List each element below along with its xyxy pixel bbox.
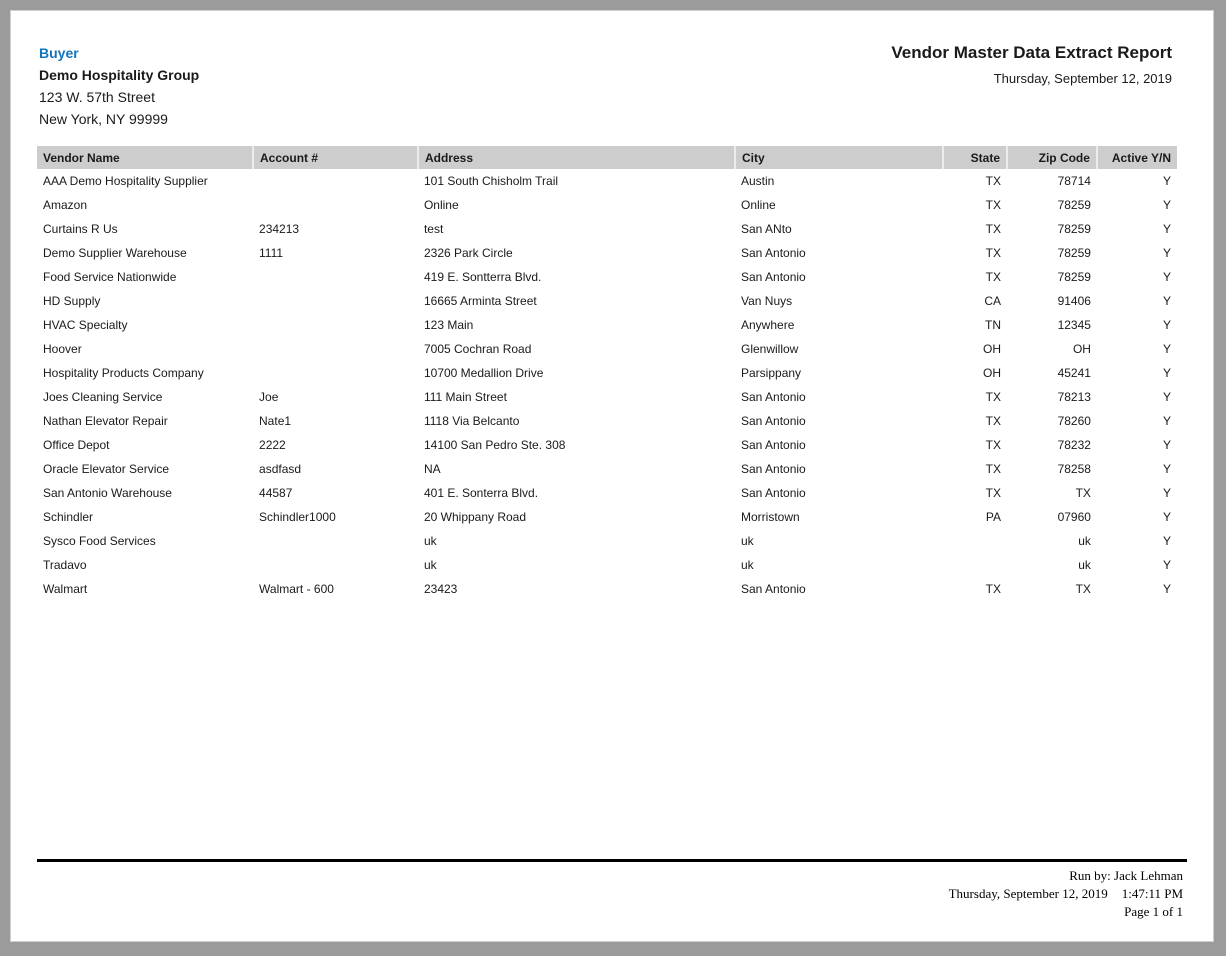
cell-address: uk <box>423 534 437 548</box>
cell-address: 10700 Medallion Drive <box>423 366 544 380</box>
table-row <box>37 169 1177 193</box>
cell-zip: 78260 <box>1057 414 1091 428</box>
cell-address: 14100 San Pedro Ste. 308 <box>423 438 566 452</box>
cell-state: TX <box>985 462 1001 476</box>
cell-vendor-name: Nathan Elevator Repair <box>43 414 168 428</box>
cell-city: San Antonio <box>741 462 806 476</box>
table-row <box>37 553 1177 577</box>
cell-state: TX <box>985 486 1001 500</box>
table-row <box>37 529 1177 553</box>
table-row <box>37 481 1177 505</box>
cell-active: Y <box>1162 438 1171 452</box>
cell-vendor-name: Curtains R Us <box>43 222 118 236</box>
table-row <box>37 193 1177 217</box>
col-header-state: State <box>943 146 1007 169</box>
cell-vendor-name: Schindler <box>43 510 94 524</box>
col-header-city: City <box>735 146 943 169</box>
company-name: Demo Hospitality Group <box>39 67 200 83</box>
cell-address: NA <box>423 462 441 476</box>
cell-state: TX <box>985 270 1001 284</box>
cell-vendor-name: HVAC Specialty <box>43 318 128 332</box>
cell-state: TX <box>985 438 1001 452</box>
cell-vendor-name: AAA Demo Hospitality Supplier <box>43 174 208 188</box>
cell-city: Online <box>741 198 776 212</box>
cell-account: asdfasd <box>259 462 302 476</box>
cell-state: TX <box>985 174 1001 188</box>
cell-address: 1118 Via Belcanto <box>423 414 520 428</box>
cell-state: CA <box>984 294 1001 308</box>
table-row <box>37 457 1177 481</box>
cell-zip: 78259 <box>1057 222 1091 236</box>
cell-city: San Antonio <box>741 390 806 404</box>
company-address-line1: 123 W. 57th Street <box>39 89 155 105</box>
cell-account: Nate1 <box>259 414 292 428</box>
corp-block <box>39 42 199 130</box>
cell-city: San Antonio <box>741 438 806 452</box>
cell-account <box>253 265 418 289</box>
cell-vendor-name: Demo Supplier Warehouse <box>43 246 187 260</box>
cell-zip: OH <box>1072 342 1091 356</box>
table-row <box>37 289 1177 313</box>
table-row <box>37 265 1177 289</box>
cell-active: Y <box>1162 270 1171 284</box>
cell-vendor-name: Joes Cleaning Service <box>43 390 163 404</box>
cell-active: Y <box>1162 366 1171 380</box>
cell-address: 20 Whippany Road <box>423 510 527 524</box>
cell-address: 401 E. Sonterra Blvd. <box>423 486 539 500</box>
cell-account <box>253 169 418 193</box>
cell-zip: 07960 <box>1057 510 1091 524</box>
cell-address: 123 Main <box>423 318 474 332</box>
cell-zip: uk <box>1078 534 1091 548</box>
cell-city: Van Nuys <box>741 294 793 308</box>
cell-state: TX <box>985 198 1001 212</box>
vendor-table <box>37 146 1177 601</box>
cell-active: Y <box>1162 342 1171 356</box>
footer-time: 1:47:11 PM <box>1121 886 1183 901</box>
cell-state: OH <box>983 342 1001 356</box>
cell-vendor-name: Hoover <box>43 342 82 356</box>
cell-account: 1111 <box>259 246 284 260</box>
cell-account <box>253 337 418 361</box>
cell-city: San ANto <box>741 222 792 236</box>
cell-address: test <box>423 222 444 236</box>
table-row <box>37 505 1177 529</box>
cell-city: Parsippany <box>741 366 802 380</box>
report-title: Vendor Master Data Extract Report <box>891 43 1172 62</box>
cell-city: uk <box>741 558 754 572</box>
cell-state: TN <box>985 318 1001 332</box>
cell-vendor-name: Food Service Nationwide <box>43 270 177 284</box>
cell-account: 234213 <box>259 222 300 236</box>
cell-address: 7005 Cochran Road <box>423 342 532 356</box>
cell-zip: 78714 <box>1057 174 1091 188</box>
cell-zip: 78259 <box>1057 246 1091 260</box>
footer-datetime <box>37 885 1183 903</box>
cell-account <box>253 313 418 337</box>
vendor-table-body <box>37 169 1177 601</box>
cell-state <box>943 529 1007 553</box>
cell-address: uk <box>423 558 437 572</box>
col-header-account: Account # <box>253 146 418 169</box>
cell-city: San Antonio <box>741 486 806 500</box>
cell-vendor-name: Amazon <box>43 198 88 212</box>
cell-zip: 78259 <box>1057 198 1091 212</box>
cell-account <box>253 361 418 385</box>
cell-vendor-name: Hospitality Products Company <box>43 366 204 380</box>
footer-date: Thursday, September 12, 2019 <box>948 886 1108 901</box>
cell-zip: 78259 <box>1057 270 1091 284</box>
header-row <box>37 146 1177 169</box>
table-row <box>37 361 1177 385</box>
cell-vendor-name: Tradavo <box>43 558 87 572</box>
cell-account <box>253 193 418 217</box>
cell-address: 419 E. Sontterra Blvd. <box>423 270 542 284</box>
cell-zip: 78258 <box>1057 462 1091 476</box>
cell-state: TX <box>985 582 1001 596</box>
cell-address: 101 South Chisholm Trail <box>423 174 559 188</box>
cell-account <box>253 289 418 313</box>
cell-state: PA <box>985 510 1001 524</box>
cell-active: Y <box>1162 390 1171 404</box>
col-header-zip: Zip Code <box>1007 146 1097 169</box>
cell-state: TX <box>985 222 1001 236</box>
cell-address: 23423 <box>423 582 458 596</box>
col-header-address: Address <box>418 146 735 169</box>
cell-city: San Antonio <box>741 414 806 428</box>
table-row <box>37 433 1177 457</box>
cell-account <box>253 529 418 553</box>
footer-run-by: Run by: Jack Lehman <box>1069 868 1183 883</box>
table-row <box>37 337 1177 361</box>
cell-account: Walmart - 600 <box>259 582 334 596</box>
title-block <box>891 43 1172 86</box>
cell-active: Y <box>1162 222 1171 236</box>
cell-address: 2326 Park Circle <box>423 246 513 260</box>
cell-state: TX <box>985 414 1001 428</box>
cell-state: TX <box>985 390 1001 404</box>
report-footer <box>37 859 1187 921</box>
col-header-vendor-name: Vendor Name <box>37 146 253 169</box>
cell-address: 111 Main Street <box>423 390 507 404</box>
cell-state <box>943 553 1007 577</box>
cell-vendor-name: Office Depot <box>43 438 110 452</box>
cell-vendor-name: San Antonio Warehouse <box>43 486 172 500</box>
cell-active: Y <box>1162 558 1171 572</box>
table-row <box>37 217 1177 241</box>
vendor-table-header <box>37 146 1177 169</box>
cell-city: Glenwillow <box>741 342 799 356</box>
cell-account: 44587 <box>259 486 293 500</box>
cell-active: Y <box>1162 318 1171 332</box>
cell-zip: 45241 <box>1057 366 1091 380</box>
cell-vendor-name: Sysco Food Services <box>43 534 156 548</box>
cell-city: Morristown <box>741 510 800 524</box>
cell-city: Anywhere <box>741 318 795 332</box>
cell-zip: uk <box>1078 558 1091 572</box>
report-page <box>10 10 1214 942</box>
cell-active: Y <box>1162 510 1171 524</box>
buyer-label: Buyer <box>39 45 79 61</box>
cell-account: Schindler1000 <box>259 510 336 524</box>
cell-account: 2222 <box>259 438 286 452</box>
cell-city: San Antonio <box>741 246 806 260</box>
cell-vendor-name: Walmart <box>43 582 88 596</box>
cell-vendor-name: HD Supply <box>43 294 101 308</box>
table-row <box>37 577 1177 601</box>
cell-zip: 78213 <box>1057 390 1091 404</box>
cell-active: Y <box>1162 462 1171 476</box>
cell-address: Online <box>423 198 459 212</box>
cell-active: Y <box>1162 198 1171 212</box>
cell-vendor-name: Oracle Elevator Service <box>43 462 170 476</box>
cell-active: Y <box>1162 414 1171 428</box>
cell-active: Y <box>1162 294 1171 308</box>
cell-zip: TX <box>1075 486 1091 500</box>
footer-page-number: Page 1 of 1 <box>1124 904 1183 919</box>
cell-active: Y <box>1162 246 1171 260</box>
cell-zip: 12345 <box>1057 318 1091 332</box>
cell-active: Y <box>1162 174 1171 188</box>
company-address-line2: New York, NY 99999 <box>39 111 168 127</box>
cell-city: Austin <box>741 174 775 188</box>
table-row <box>37 385 1177 409</box>
cell-zip: 78232 <box>1057 438 1091 452</box>
cell-active: Y <box>1162 486 1171 500</box>
cell-city: San Antonio <box>741 582 806 596</box>
cell-active: Y <box>1162 534 1171 548</box>
cell-account: Joe <box>259 390 279 404</box>
cell-active: Y <box>1162 582 1171 596</box>
cell-zip: TX <box>1075 582 1091 596</box>
col-header-active: Active Y/N <box>1097 146 1177 169</box>
cell-zip: 91406 <box>1057 294 1091 308</box>
table-row <box>37 313 1177 337</box>
cell-state: OH <box>983 366 1001 380</box>
cell-address: 16665 Arminta Street <box>423 294 537 308</box>
cell-state: TX <box>985 246 1001 260</box>
table-row <box>37 241 1177 265</box>
table-row <box>37 409 1177 433</box>
cell-city: San Antonio <box>741 270 806 284</box>
report-date: Thursday, September 12, 2019 <box>993 71 1172 86</box>
cell-city: uk <box>741 534 754 548</box>
cell-account <box>253 553 418 577</box>
